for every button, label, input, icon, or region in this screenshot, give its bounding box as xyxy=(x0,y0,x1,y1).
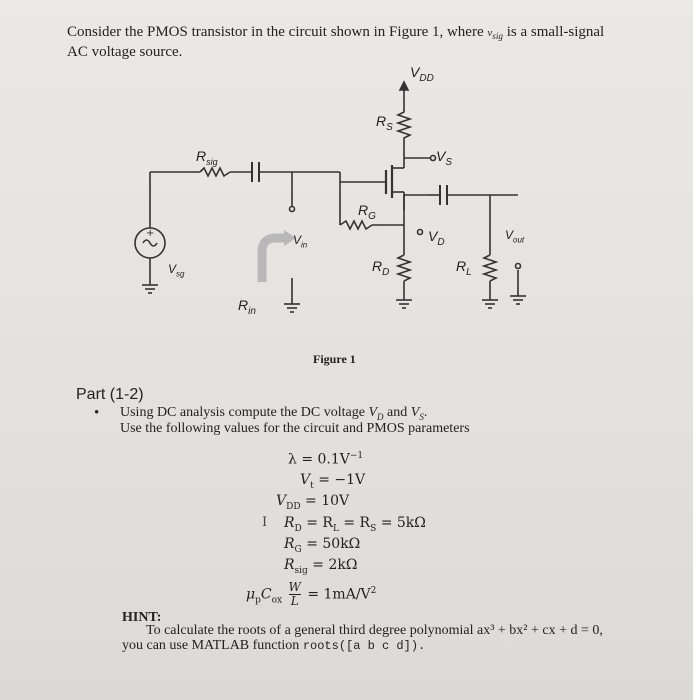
rs-resistor xyxy=(398,108,410,158)
label-vdd: $V_{DD}$ xyxy=(410,64,434,84)
label-rd: $R_D$ xyxy=(372,258,390,278)
intro-text-b: is a small-signal xyxy=(502,24,605,40)
intro-text-line2: AC voltage source. xyxy=(67,44,183,61)
label-vs: $V_S$ xyxy=(436,148,453,168)
eq-resistors: $R_D = R_L = R_S = 5k\Omega$ xyxy=(284,515,426,534)
eq-rsig: $R_{sig} = 2k\Omega$ xyxy=(284,557,358,576)
eq-lambda: $\lambda = 0.1V^{-1}$ xyxy=(288,451,364,468)
rg-resistor xyxy=(340,221,372,229)
label-rs: $R_S$ xyxy=(376,113,393,133)
eq-rg: $R_G = 50k\Omega$ xyxy=(284,536,361,555)
label-rin: $R_{in}$ xyxy=(238,297,256,317)
eq-vdd: $V_{DD} = 10V$ xyxy=(276,493,350,512)
vs-terminal xyxy=(431,156,436,161)
label-rg: $R_G$ xyxy=(358,202,376,222)
label-vout: $V_{out}$ xyxy=(505,228,525,245)
eq-kp: $\mu_pC_{ox}$ $\frac{W}{L}$ = $1mA/V^2$ xyxy=(246,580,377,608)
hint-title: HINT: xyxy=(122,610,162,625)
part-line-1: Using DC analysis compute the DC voltage $V_D$ and $V_S$. xyxy=(120,405,428,422)
eq-vt: $V_t = -1V$ xyxy=(300,472,366,491)
intro-text-a: Consider the PMOS transistor in the circuit shown in Figure 1, where xyxy=(67,24,488,40)
rd-resistor xyxy=(398,255,410,281)
rl-resistor xyxy=(484,255,496,281)
part-title: Part (1-2) xyxy=(76,386,144,403)
part-line-2: Use the following values for the circuit and PMOS parameters xyxy=(120,421,470,436)
hint-code: roots([a b c d]). xyxy=(302,639,426,653)
label-vd: $V_D$ xyxy=(428,228,445,248)
label-rsig: $R_{sig}$ xyxy=(196,148,218,167)
rin-arrow-icon xyxy=(262,238,286,282)
label-vin: $V_{in}$ xyxy=(293,233,308,250)
rsig-resistor xyxy=(200,168,230,176)
hint-line-2: you can use MATLAB function roots([a b c d]). xyxy=(122,638,426,653)
hint-line-1: To calculate the roots of a general third degree polynomial ax³ + bx² + cx + d = 0, xyxy=(146,623,603,638)
text-cursor-icon: I xyxy=(262,515,268,530)
vsig-symbol: $v_{sig}$ xyxy=(487,27,503,42)
figure-caption: Figure 1 xyxy=(313,352,356,366)
w-over-l-fraction: $\frac{W}{L}$ xyxy=(288,580,301,608)
svg-text:+: + xyxy=(146,228,155,239)
bullet-icon: • xyxy=(94,405,100,421)
label-rl: $R_L$ xyxy=(456,258,472,278)
label-vsg: $V_{sg}$ xyxy=(168,262,185,279)
